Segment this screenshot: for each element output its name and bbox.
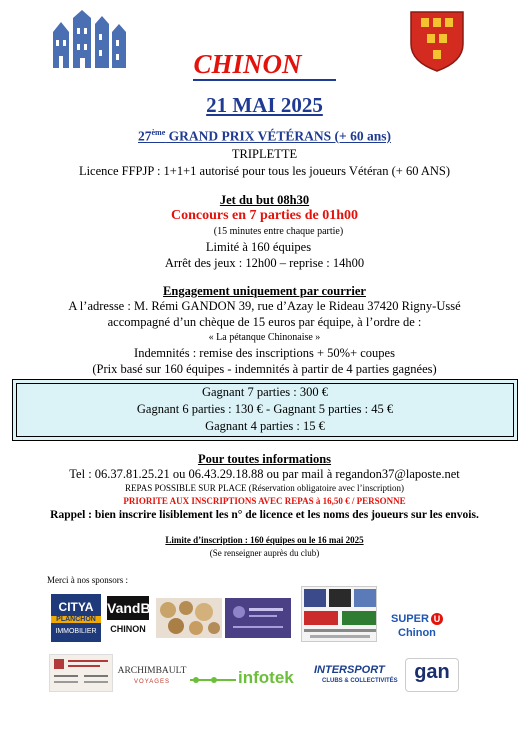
prize-line-7: Gagnant 7 parties : 300 € bbox=[201, 385, 328, 399]
intersport-sub: CLUBS & COLLECTIVITÉS bbox=[322, 678, 398, 684]
sponsor-coins-photo bbox=[156, 598, 222, 638]
superu-city: Chinon bbox=[398, 627, 436, 639]
prize-basis: (Prix basé sur 160 équipes - indemnités à partir de 4 parties gagnées) bbox=[92, 362, 437, 376]
event-ordinal: 27 bbox=[138, 128, 152, 144]
sponsor-photo-collage bbox=[301, 586, 377, 642]
event-title bbox=[0, 128, 529, 145]
sponsor-superu-logo bbox=[389, 613, 451, 643]
citya-name: CITYA bbox=[58, 600, 94, 614]
vandb-name: VandB bbox=[107, 596, 149, 620]
interval-note: (15 minutes entre chaque partie) bbox=[213, 226, 344, 237]
sponsor-purple-card bbox=[225, 598, 291, 638]
indemnites: Indemnités : remise des inscriptions + 50%+ coupes bbox=[134, 346, 395, 360]
intersport-name: INTERSPORT bbox=[314, 664, 385, 676]
infotek-name: infotek bbox=[238, 668, 294, 687]
jet-du-but: Jet du but 08h30 bbox=[219, 193, 310, 207]
sponsor-funeral-card bbox=[49, 654, 113, 692]
rappel-note: Rappel : bien inscrire lisiblement les n° de licence et les noms des joueurs sur les envois. bbox=[50, 509, 479, 521]
repas-note: REPAS POSSIBLE SUR PLACE (Réservation obligatoire avec l’inscription) bbox=[125, 483, 404, 493]
event-format: TRIPLETTE bbox=[231, 147, 298, 161]
vandb-city: CHINON bbox=[110, 624, 146, 634]
citya-immobilier: IMMOBILIER bbox=[55, 628, 97, 635]
prize-line-4: Gagnant 4 parties : 15 € bbox=[205, 419, 325, 433]
archimbault-name: ARCHIMBAULT bbox=[117, 666, 187, 676]
engagement-title: Engagement uniquement par courrier bbox=[163, 284, 366, 298]
engagement-address: A l’adresse : M. Rémi GANDON 39, rue d’Azay le Rideau 37420 Rigny-Ussé bbox=[68, 299, 461, 313]
licence-info: Licence FFPJP : 1+1+1 autorisé pour tous les joueurs Vétéran (+ 60 ANS) bbox=[78, 164, 451, 178]
engagement-payee: « La pétanque Chinonaise » bbox=[208, 332, 321, 343]
pause-times: Arrêt des jeux : 12h00 – reprise : 14h00 bbox=[164, 256, 365, 270]
deadline-limit: Limite d’inscription : 160 équipes ou le 16 mai 2025 bbox=[165, 535, 364, 545]
event-date: 21 MAI 2025 bbox=[206, 93, 323, 117]
city-title bbox=[0, 49, 529, 80]
concours-format: Concours en 7 parties de 01h00 bbox=[170, 208, 359, 223]
archimbault-sub: VOYAGES bbox=[134, 679, 170, 685]
info-contact: Tel : 06.37.81.25.21 ou 06.43.29.18.88 ou par mail à regandon37@laposte.net bbox=[69, 467, 460, 481]
prize-line-6-5: Gagnant 6 parties : 130 € - Gagnant 5 parties : 45 € bbox=[136, 402, 394, 416]
team-limit: Limité à 160 équipes bbox=[205, 240, 312, 254]
engagement-cheque: accompagné d’un chèque de 15 euros par équipe, à l’ordre de : bbox=[107, 315, 422, 329]
deadline-club: (Se renseigner auprès du club) bbox=[209, 548, 320, 558]
sponsor-vandb-logo bbox=[103, 592, 153, 640]
sponsor-gan-logo bbox=[405, 658, 459, 692]
city-title-text: CHINON bbox=[193, 49, 335, 81]
sponsors-thanks: Merci à nos sponsors : bbox=[47, 575, 128, 585]
citya-planchon: PLANCHON bbox=[51, 616, 101, 623]
superu-super: SUPER bbox=[391, 613, 429, 625]
info-title: Pour toutes informations bbox=[197, 452, 332, 466]
sponsor-archimbault-logo bbox=[116, 664, 188, 692]
sponsor-citya-logo bbox=[51, 594, 101, 642]
prize-box bbox=[12, 379, 518, 441]
event-title-text: GRAND PRIX VÉTÉRANS (+ 60 ans) bbox=[165, 128, 391, 144]
event-ordinal-suffix: ème bbox=[151, 128, 166, 137]
sponsor-intersport-logo bbox=[314, 664, 402, 690]
sponsor-infotek-logo bbox=[190, 666, 302, 692]
priorite-note: PRIORITE AUX INSCRIPTIONS AVEC REPAS à 16,50 € / PERSONNE bbox=[123, 496, 406, 506]
superu-u-icon: U bbox=[431, 613, 443, 625]
gan-name: gan bbox=[414, 661, 450, 683]
